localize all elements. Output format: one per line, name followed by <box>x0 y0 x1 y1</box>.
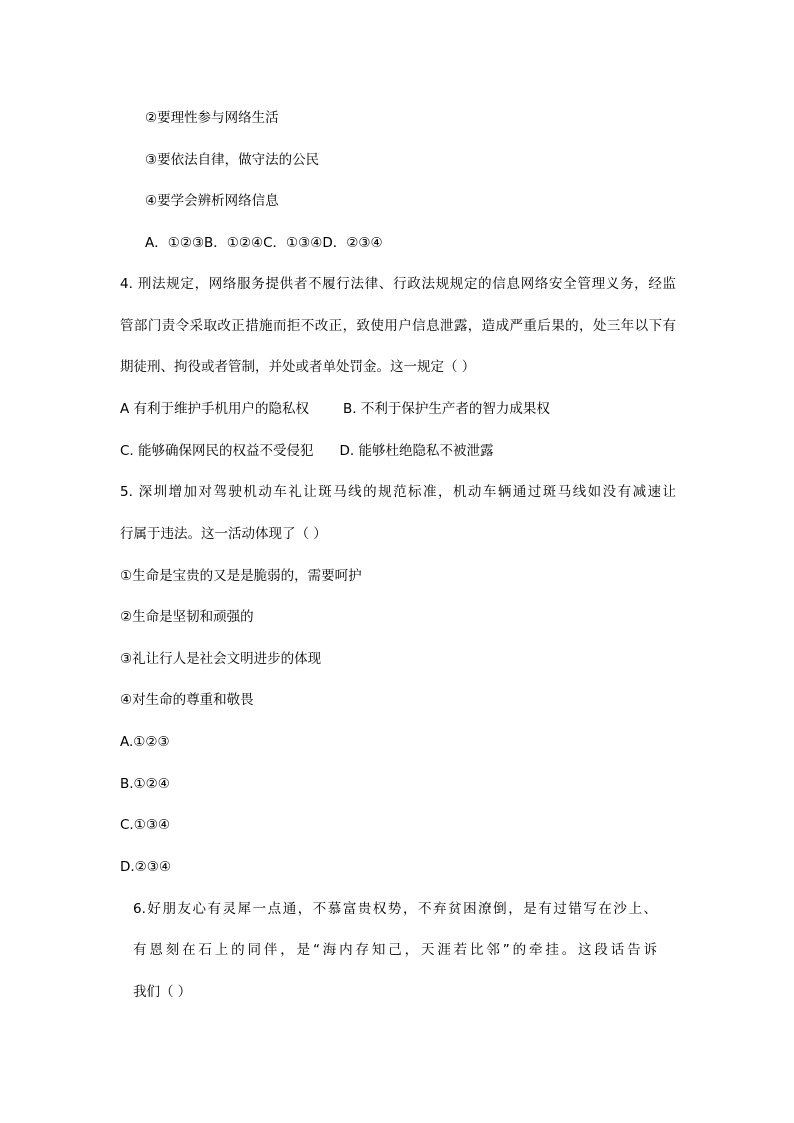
q5-answer-b: B.①②④ <box>120 776 170 792</box>
q3-option-2: ②要理性参与网络生活 <box>145 110 279 126</box>
q5-item-1: ①生命是宝贵的又是是脆弱的，需要呵护 <box>120 568 362 584</box>
q5-stem-line-1: 5. 深圳增加对驾驶机动车礼让斑马线的规范标准，机动车辆通过斑马线如没有减速让 <box>120 484 676 500</box>
q4-choice-c: C. 能够确保网民的权益不受侵犯 <box>120 443 314 459</box>
q5-item-3: ③礼让行人是社会文明进步的体现 <box>120 651 322 667</box>
q4-choice-b: B. 不利于保护生产者的智力成果权 <box>343 401 550 417</box>
q3-option-3: ③要依法自律，做守法的公民 <box>145 152 320 168</box>
q3-answer-choices: A．①②③B．①②④C．①③④D．②③④ <box>145 235 383 251</box>
q4-choice-d: D. 能够杜绝隐私不被泄露 <box>339 443 494 459</box>
q5-answer-c: C.①③④ <box>120 817 171 833</box>
q5-answer-d: D.②③④ <box>120 859 171 875</box>
q4-choice-row-2 <box>120 441 494 461</box>
q4-choice-row-1 <box>120 399 550 419</box>
q4-choice-a: A 有利于维护手机用户的隐私权 <box>120 401 310 417</box>
q6-stem-line-2: 有恩刻在石上的同伴，是“海内存知己，天涯若比邻”的牵挂。这段话告诉 <box>133 942 657 958</box>
q5-item-4: ④对生命的尊重和敬畏 <box>120 692 254 708</box>
q5-item-2: ②生命是坚韧和顽强的 <box>120 609 254 625</box>
q4-stem-line-1: 4. 刑法规定，网络服务提供者不履行法律、行政法规规定的信息网络安全管理义务，经监 <box>120 276 676 292</box>
q5-answer-a: A.①②③ <box>120 734 170 750</box>
q4-stem-line-2: 管部门责令采取改正措施而拒不改正，致使用户信息泄露，造成严重后果的，处三年以下有 <box>120 318 676 334</box>
q4-stem-line-3: 期徒刑、拘役或者管制，并处或者单处罚金。这一规定（ ） <box>120 359 476 375</box>
q6-stem-line-1: 6.好朋友心有灵犀一点通，不慕富贵权势，不弃贫困潦倒，是有过错写在沙上、 <box>133 901 657 917</box>
q3-option-4: ④要学会辨析网络信息 <box>145 193 279 209</box>
q5-stem-line-2: 行属于违法。这一活动体现了（ ） <box>120 526 327 542</box>
q6-stem-line-3: 我们（ ） <box>133 984 192 1000</box>
